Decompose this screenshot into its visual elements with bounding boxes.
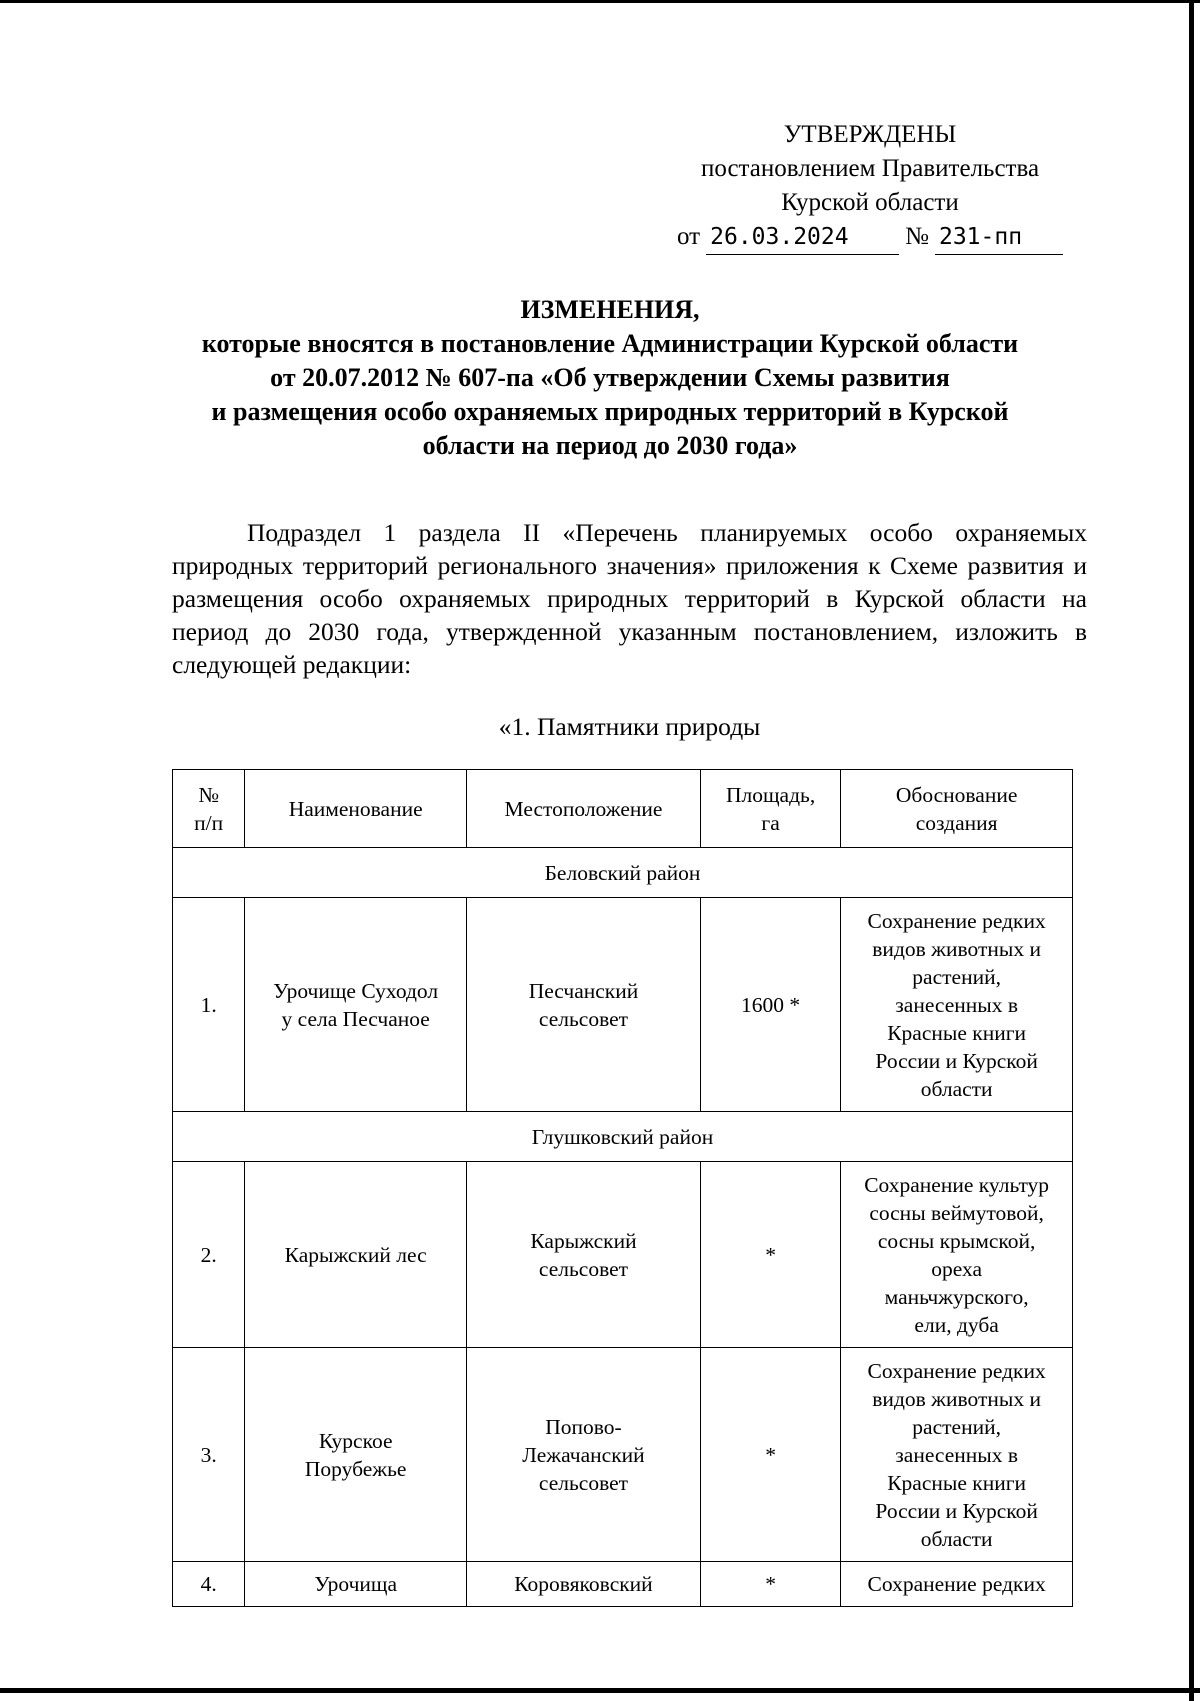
approval-line-region: Курской области — [781, 189, 959, 216]
heading-line-2: которые вносятся в постановление Администрации Курской области — [201, 329, 1019, 358]
row-num: 1. — [173, 898, 245, 1112]
table-header-row — [173, 770, 1073, 848]
number-prefix: № — [905, 223, 929, 250]
row-area: * — [700, 1348, 840, 1562]
basis-line: ореха — [931, 1256, 983, 1281]
row-name — [245, 1348, 467, 1562]
header-area — [700, 770, 840, 848]
header-name: Наименование — [245, 770, 467, 848]
basis-line: Красные книги — [887, 1020, 1027, 1045]
row-basis — [841, 898, 1073, 1112]
approval-line-resolution: постановлением Правительства — [700, 155, 1040, 182]
row-location — [467, 1162, 701, 1348]
approval-stamp — [660, 118, 1080, 255]
approval-date: 26.03.2024 — [706, 220, 899, 255]
basis-line: сосны веймутовой, — [869, 1200, 1044, 1225]
row-name: Карыжский лес — [245, 1162, 467, 1348]
table-row — [173, 898, 1073, 1112]
district-row — [173, 848, 1073, 898]
basis-line: области — [920, 1076, 993, 1101]
basis-line: маньчжурского, — [884, 1284, 1029, 1309]
row-name-line2: у села Песчаное — [281, 1006, 430, 1031]
date-prefix: от — [677, 223, 701, 250]
row-location-line3: сельсовет — [538, 1470, 629, 1495]
basis-line: видов животных и — [872, 1386, 1041, 1411]
basis-line: Сохранение культур — [864, 1172, 1050, 1197]
header-basis-line2: создания — [915, 810, 998, 835]
row-basis — [841, 1162, 1073, 1348]
district-glushkovsky: Глушковский район — [173, 1112, 1073, 1162]
row-name-line2: Порубежье — [304, 1456, 407, 1481]
row-num: 3. — [173, 1348, 245, 1562]
approval-title: УТВЕРЖДЕНЫ — [783, 121, 957, 148]
row-location-line1: Попово- — [545, 1414, 622, 1439]
row-area: * — [700, 1162, 840, 1348]
row-name-line1: Курское — [318, 1428, 393, 1453]
section-title: «1. Памятники природы — [498, 712, 761, 741]
row-location: Коровяковский — [467, 1562, 701, 1607]
basis-line: Сохранение редких — [867, 908, 1046, 933]
row-area: * — [700, 1562, 840, 1607]
row-location — [467, 1348, 701, 1562]
basis-line: растений, — [912, 1414, 1001, 1439]
heading-line-4: и размещения особо охраняемых природных территорий в Курской — [211, 397, 1009, 426]
header-basis-line1: Обоснование — [895, 782, 1018, 807]
document-heading — [130, 293, 1090, 463]
header-area-line2: га — [761, 810, 780, 835]
row-location-line2: сельсовет — [538, 1006, 629, 1031]
approval-date-line — [660, 220, 1080, 255]
row-location-line2: сельсовет — [538, 1256, 629, 1281]
table-row — [173, 1348, 1073, 1562]
header-num-line2: п/п — [194, 810, 224, 835]
basis-line: ели, дуба — [914, 1312, 999, 1337]
body-paragraph — [172, 516, 1087, 681]
header-basis — [841, 770, 1073, 848]
header-location: Местоположение — [467, 770, 701, 848]
body-text: Подраздел 1 раздела II «Перечень планируемых особо охраняемых природных территорий регионального значения» приложения к Схеме развития и размещения особо охраняемых природных территорий в Курской области на период до 2030 года, утвержденной указанным постановлением, изложить в следующей редакции: — [172, 518, 1087, 679]
scan-border-bottom — [0, 1688, 1200, 1693]
row-location-line1: Карыжский — [530, 1228, 637, 1253]
row-num: 2. — [173, 1162, 245, 1348]
header-area-line1: Площадь, — [725, 782, 816, 807]
scan-border-right — [1189, 0, 1194, 1701]
row-location-line2: Лежачанский — [522, 1442, 645, 1467]
basis-line: области — [920, 1526, 993, 1551]
scan-border-top — [0, 0, 1200, 3]
approval-number: 231-пп — [935, 220, 1063, 255]
district-row — [173, 1112, 1073, 1162]
table-row — [173, 1162, 1073, 1348]
monuments-table — [172, 769, 1073, 1607]
row-location-line1: Песчанский — [528, 978, 639, 1003]
basis-line: России и Курской — [875, 1498, 1038, 1523]
header-num-line1: № — [198, 782, 219, 807]
heading-title: ИЗМЕНЕНИЯ, — [520, 295, 700, 324]
basis-line: занесенных в — [895, 992, 1018, 1017]
row-name: Урочища — [245, 1562, 467, 1607]
row-area: 1600 * — [700, 898, 840, 1112]
basis-line: Сохранение редких — [867, 1358, 1046, 1383]
row-basis — [841, 1348, 1073, 1562]
row-name-line1: Урочище Суходол — [273, 978, 439, 1003]
basis-line: растений, — [912, 964, 1001, 989]
basis-line: России и Курской — [875, 1048, 1038, 1073]
basis-line: занесенных в — [895, 1442, 1018, 1467]
header-num — [173, 770, 245, 848]
row-basis: Сохранение редких — [841, 1562, 1073, 1607]
basis-line: Красные книги — [887, 1470, 1027, 1495]
row-location — [467, 898, 701, 1112]
basis-line: видов животных и — [872, 936, 1041, 961]
row-name — [245, 898, 467, 1112]
basis-line: сосны крымской, — [877, 1228, 1036, 1253]
table-row — [173, 1562, 1073, 1607]
row-num: 4. — [173, 1562, 245, 1607]
district-belovsky: Беловский район — [173, 848, 1073, 898]
heading-line-3: от 20.07.2012 № 607-па «Об утверждении Схемы развития — [270, 363, 950, 392]
heading-line-5: области на период до 2030 года» — [422, 431, 798, 460]
